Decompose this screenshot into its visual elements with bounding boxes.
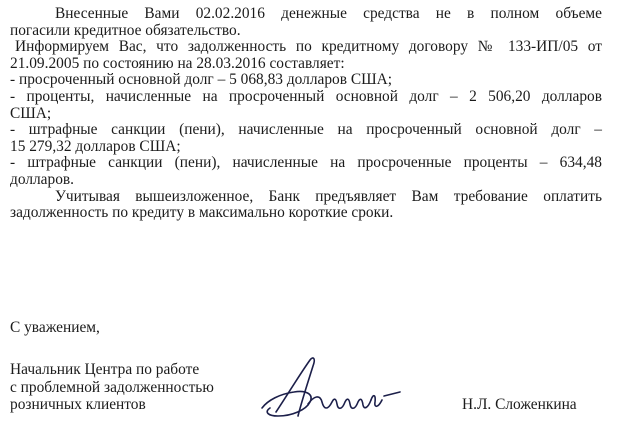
signatory-name: Н.Л. Сложенкина: [462, 396, 577, 413]
paragraph-payment-notice: [10, 6, 602, 39]
text-line: - просроченный основной долг – 5 068,83 долларов США;: [10, 71, 393, 89]
text-line: Информируем Вас, что задолженность по кредитному договору № 133-ИП/05 от: [15, 38, 602, 56]
text-line: - штрафные санкции (пени), начисленные на просроченный основной долг –: [10, 121, 602, 139]
text-line: - проценты, начисленные на просроченный основной долг – 2 506,20 долларов: [10, 87, 602, 105]
debt-item-penalty-principal: [10, 122, 602, 155]
debt-item-principal: [10, 72, 602, 89]
handwritten-signature-icon: [258, 350, 418, 430]
text-line: задолженность по кредиту в максимально короткие сроки.: [10, 204, 394, 222]
paragraph-payment-demand: [10, 189, 602, 222]
position-line: розничных клиентов: [10, 396, 146, 413]
text-line: долларов.: [10, 170, 75, 188]
text-line: Учитывая вышеизложенное, Банк предъявляет Вам требование оплатить: [55, 187, 602, 205]
paragraph-debt-statement: [10, 39, 602, 72]
position-line: Начальник Центра по работе: [10, 361, 200, 378]
position-line: с проблемной задолженностью: [10, 378, 214, 396]
text-line: 15 279,32 долларов США;: [10, 137, 181, 155]
text-line: Внесенные Вами 02.02.2016 денежные средства не в полном объеме: [55, 5, 602, 22]
letter-body: [10, 6, 602, 222]
text-line: погасили кредитное обязательство.: [10, 21, 241, 39]
text-line: США;: [10, 104, 52, 122]
text-line: - штрафные санкции (пени), начисленные на просроченные проценты – 634,48: [10, 154, 602, 172]
debt-item-interest: [10, 89, 602, 122]
signatory-position: [10, 361, 214, 414]
debt-item-penalty-interest: [10, 155, 602, 188]
closing-salutation: С уважением,: [10, 319, 100, 336]
text-line: 21.09.2005 по состоянию на 28.03.2016 составляет:: [10, 54, 345, 72]
